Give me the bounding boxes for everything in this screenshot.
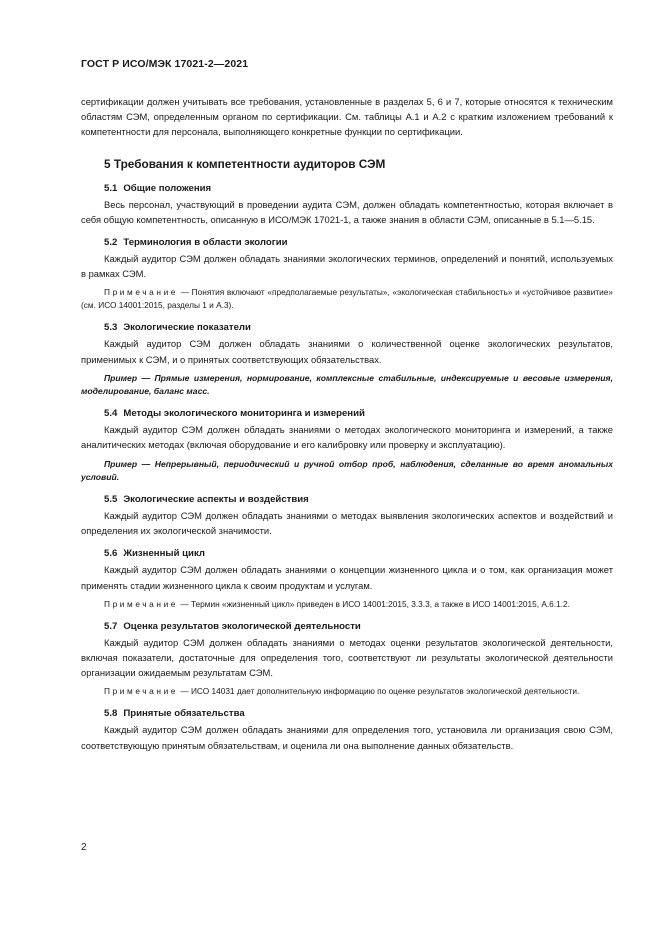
subsection-title: Экологические показатели (123, 322, 251, 334)
note-label: Примечание (104, 598, 179, 609)
subsection-heading (104, 183, 613, 194)
section-heading: 5 Требования к компетентности аудиторов СЭМ (104, 156, 386, 171)
subsection-title: Методы экологического мониторинга и измерений (123, 408, 365, 420)
note-text: — Термин «жизненный цикл» приведен в ИСО 14001:2015, 3.3.3, а также в ИСО 14001:2015, А.6.1.2. (178, 598, 570, 609)
subsection-text: Каждый аудитор СЭМ должен обладать знаниями о методах экологического мониторинга и измерений, а также аналитических методах (включая оборудование и его калибровку или проверку и эксплуатацию). (81, 424, 613, 451)
subsection-heading (104, 408, 613, 419)
subsection-heading (104, 708, 613, 719)
document-header: ГОСТ Р ИСО/МЭК 17021-2—2021 (81, 58, 249, 70)
subsection-number: 5.6 (104, 548, 118, 560)
subsection-text: Каждый аудитор СЭМ должен обладать знаниями о количественной оценке экологических результатов, применимых к СЭМ, и о принятых соответствующих обязательствах. (81, 338, 613, 365)
subsection-text: Каждый аудитор СЭМ должен обладать знаниями о методах выявления экологических аспектов и воздействий и определения их экологической значимости. (81, 510, 613, 537)
subsection-number: 5.5 (104, 494, 118, 506)
subsection-heading (104, 548, 613, 559)
note (81, 598, 613, 611)
subsection-title: Экологические аспекты и воздействия (123, 494, 309, 506)
subsection-text: Весь персонал, участвующий в проведении аудита СЭМ, должен обладать компетентностью, которая включает в себя общую компетентность, описанную в ИСО/МЭК 17021-1, а также знания в области СЭМ, описанные в 5.1—5.15. (81, 198, 613, 225)
subsection-number: 5.2 (104, 237, 118, 249)
subsection-title: Терминология в области экологии (123, 237, 288, 249)
subsection-text: Каждый аудитор СЭМ должен обладать знаниями для определения того, установила ли организация свою СЭМ, соответствующую принятым обязательствам, и оценила ли она выполнение данных обязательств. (81, 724, 613, 751)
subsection-text: Каждый аудитор СЭМ должен обладать знаниями о методах оценки результатов экологической деятельности, включая показатели, достаточные для определения того, соответствуют ли результаты экологической деятельности организации ожидаемым результатам СЭМ. (81, 636, 613, 679)
subsection-text: Каждый аудитор СЭМ должен обладать знаниями экологических терминов, определений и понятий, используемых в рамках СЭМ. (81, 253, 613, 280)
subsection-number: 5.3 (104, 322, 118, 334)
subsection-title: Жизненный цикл (123, 548, 205, 560)
subsection-text: Каждый аудитор СЭМ должен обладать знаниями о концепции жизненного цикла и о том, как организация может применять стадии жизненного цикла к своим продуктам и услугам. (81, 564, 613, 591)
note (81, 286, 613, 312)
subsection-number: 5.1 (104, 182, 118, 194)
subsection-number: 5.8 (104, 708, 118, 720)
page-number: 2 (81, 842, 87, 853)
note-text: — Понятия включают «предполагаемые результаты», «экологическая стабильность» и «устойчивое развитие» (см. ИСО 14001:2015, разделы 1 и А.3). (81, 287, 613, 311)
note-label: Примечание (104, 686, 179, 697)
note (81, 685, 613, 698)
note-text: — ИСО 14031 дает дополнительную информацию по оценке результатов экологической деятельности. (178, 686, 580, 697)
subsection-heading (104, 621, 613, 632)
intro-paragraph: сертификации должен учитывать все требования, установленные в разделах 5, 6 и 7, которые относятся к техническим областям СЭМ, определенным органом по сертификации. См. таблицы А.1 и А.2 с кратким изложением требований к компетентности для персонала, выполняющего конкретные функции по сертификации. (81, 96, 613, 138)
example: Пример — Непрерывный, периодический и ручной отбор проб, наблюдения, сделанные во время аномальных условий. (81, 458, 613, 482)
subsection-heading (104, 237, 613, 248)
subsection-title: Принятые обязательства (123, 708, 245, 720)
subsection-heading (104, 322, 613, 333)
subsection-number: 5.7 (104, 620, 118, 632)
subsection-number: 5.4 (104, 408, 118, 420)
subsection-title: Оценка результатов экологической деятельности (123, 620, 361, 632)
note-label: Примечание (104, 287, 179, 298)
subsection-heading (104, 494, 613, 505)
subsection-title: Общие положения (123, 182, 212, 194)
example: Пример — Прямые измерения, нормирование, комплексные стабильные, индексируемые и весовые измерения, моделирование, баланс масс. (81, 372, 613, 397)
